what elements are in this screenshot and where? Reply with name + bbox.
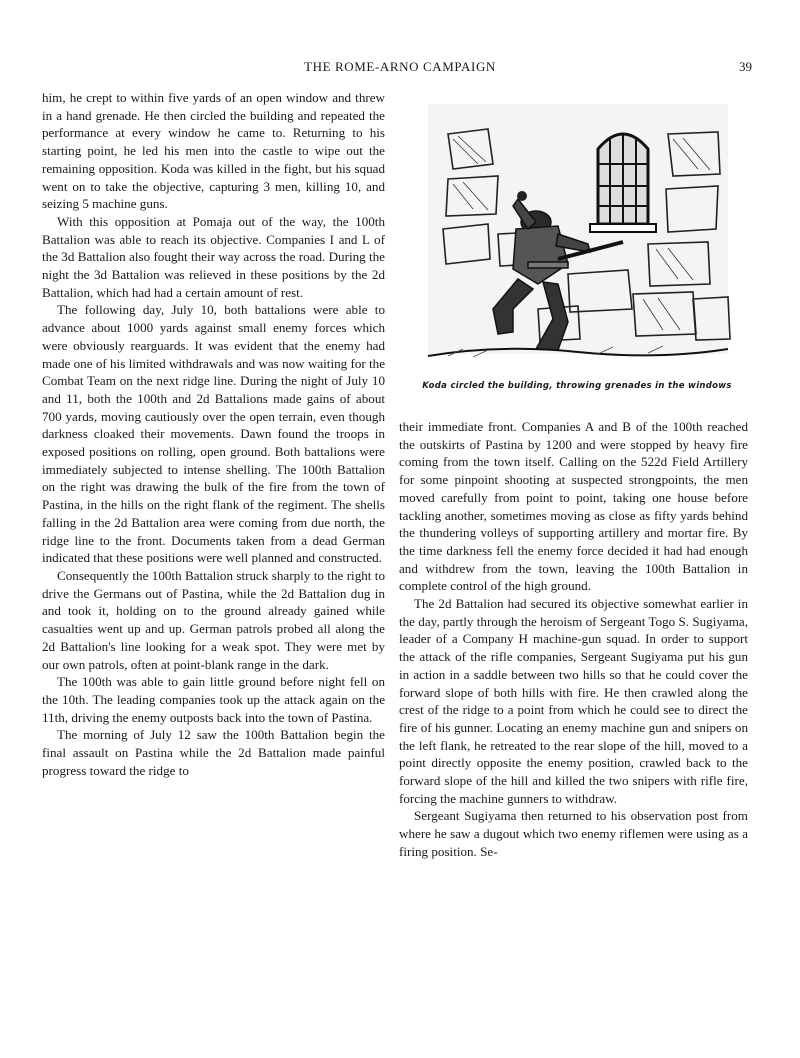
paragraph: The following day, July 10, both battalions were able to advance about 1000 yards against small enemy forces which were obviously rearguards. It was evident that the enemy had made one of his limited withdrawals and was now waiting for the Combat Team on the next ridge line. During the night of July 10 and 11, both the 100th and 2d Battalions made gains of about 700 yards, moving cautiously over the open terrain, even though darkness cloaked their movements. Dawn found the troops in exposed positions on rolling, open ground. Both battalions were immediately subjected to intense shelling. The 100th Battalion on the right was drawing the bulk of the fire from the town of Pastina, in the hills on the right flank of the regiment. The shells falling in the 2d Battalion area were coming from due north, the ridge line to the front. Documents taken from a dead German indicated that these positions were well planned and constructed.	[42, 302, 385, 566]
paragraph: Sergeant Sugiyama then returned to his observation post from where he saw a dugout which two enemy riflemen were using as a firing position. Se-	[399, 808, 748, 859]
paragraph: their immediate front. Companies A and B of the 100th reached the outskirts of Pastina by 1200 and were stopped by heavy fire coming from the town itself. Calling on the 522d Field Artillery for some pinpoint shooting at suspected strongpoints, the men moved carefully from point to point, taking one house before tackling another, sometimes moving as close as fifty yards behind the thundering volleys of supporting artillery and mortar fire. By the time darkness fell the enemy force decided it had had enough and withdrew from the town, leaving the 100th Battalion in complete control of the high ground.	[399, 419, 748, 594]
paragraph: With this opposition at Pomaja out of the way, the 100th Battalion was able to reach its objective. Companies I and L of the 3d Battalion also fought their way across the road. During the night the 3d Battalion was relieved in these positions by the 2d Battalion, which had had a certain amount of rest.	[42, 213, 385, 300]
paragraph: The 2d Battalion had secured its objective somewhat earlier in the day, partly through the heroism of Sergeant Togo S. Sugiyama, leader of a Company H machine-gun squad. In order to support the attack of the rifle companies, Sergeant Sugiyama put his gun in action in a saddle between two hills so that he could cover the forward slope of both hills with fire. He then crawled along the crest of the ridge to a point from which he could see to direct the fire of his gunner. Locating an enemy machine gun and snipers on the left flank, he retreated to the rear slope of the hill, moved to a point directly opposite the enemy position, crawled back to the forward slope of the hill and killed the two snipers with rifle fire, forcing the machine gunners to withdraw.	[399, 596, 748, 806]
paragraph: him, he crept to within five yards of an open window and threw in a hand grenade. He then circled the building and repeated the performance at every window he came to. Returning to his starting point, he led his men into the castle to wipe out the remaining opposition. Koda was killed in the fight, but his squad went on to take the objective, capturing 3 men, killing 10, and seizing 5 machine guns.	[42, 90, 385, 212]
page-header	[0, 57, 800, 77]
figure-caption: Koda circled the building, throwing grenades in the windows	[422, 381, 732, 391]
soldier-throwing-grenade-illustration	[418, 94, 744, 372]
paragraph: The 100th was able to gain little ground before night fell on the 10th. The leading companies took up the attack again on the 11th, driving the enemy outposts back into the town of Pastina.	[42, 674, 385, 725]
paragraph: The morning of July 12 saw the 100th Battalion begin the final assault on Pastina while the 2d Battalion made painful progress toward the ridge to	[42, 727, 385, 778]
running-head: THE ROME-ARNO CAMPAIGN	[304, 59, 496, 74]
right-column	[399, 418, 748, 861]
left-column	[42, 89, 385, 779]
page-number: 39	[739, 59, 752, 74]
paragraph: Consequently the 100th Battalion struck sharply to the right to drive the Germans out of Pastina, while the 2d Battalion dug in and took it, holding on to the ground already gained while casualties went up and up. German patrols probed all along the 2d Battalion's line looking for a weak spot. They were met by our own patrols, often at point-blank range in the dark.	[42, 567, 385, 672]
